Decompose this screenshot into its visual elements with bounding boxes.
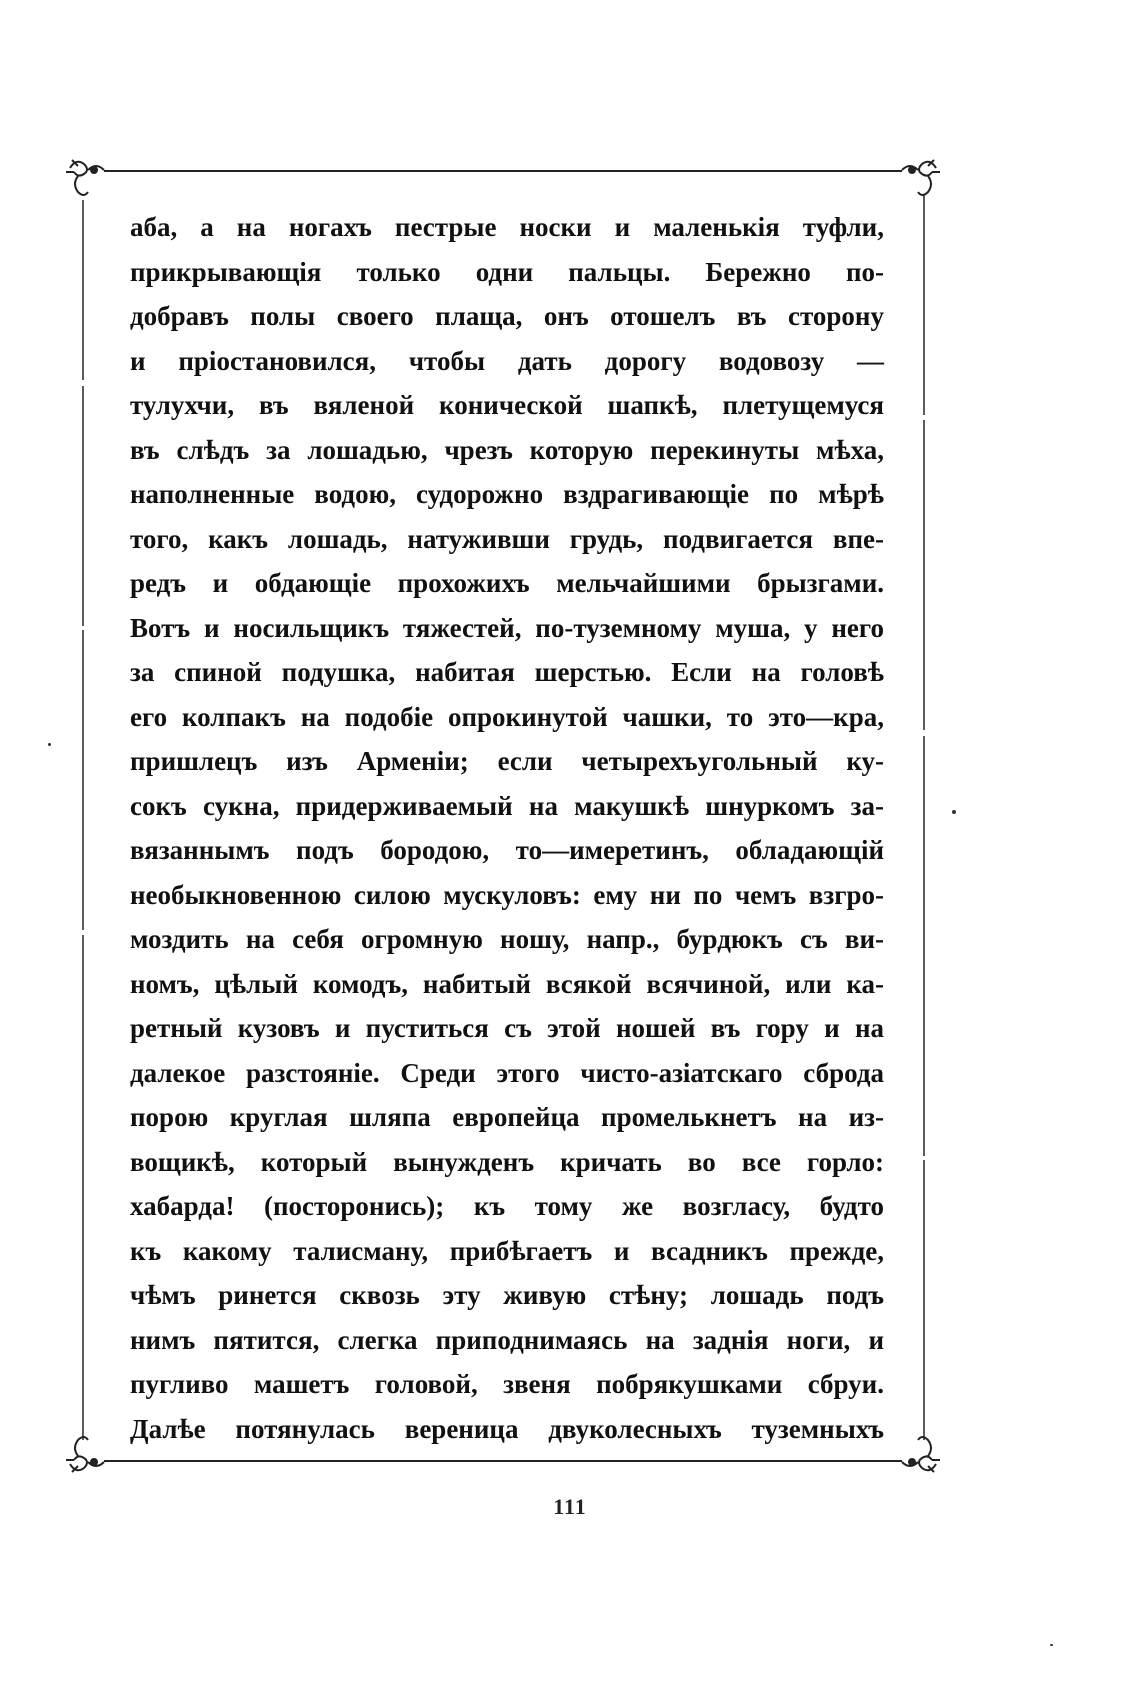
text-line-21: порою круглая шляпа европейца промелькнетъ на из-	[130, 1102, 884, 1132]
text-line-2: прикрывающія только одни пальцы. Бережно по-	[130, 257, 884, 287]
text-line-8: того, какъ лошадь, натуживши грудь, подвигается впе-	[130, 524, 884, 554]
text-line-26: нимъ пятится, слегка приподнимаясь на заднія ноги, и	[130, 1325, 884, 1355]
text-line-12: его колпакъ на подобіе опрокинутой чашки, то это—кра,	[130, 702, 884, 732]
text-line-17: моздить на себя огромную ношу, напр., бурдюкъ съ ви-	[130, 924, 884, 954]
text-line-3: добравъ полы своего плаща, онъ отошелъ въ сторону	[130, 301, 884, 331]
text-line-15: вязаннымъ подъ бородою, то—имеретинъ, обладающій	[130, 835, 884, 865]
text-line-22: вощикѣ, который вынужденъ кричать во все горло:	[130, 1147, 884, 1177]
text-line-19: ретный кузовъ и пуститься съ этой ношей въ гору и на	[130, 1013, 884, 1043]
print-speck	[952, 810, 956, 814]
text-line-25: чѣмъ ринется сквозь эту живую стѣну; лошадь подъ	[130, 1280, 884, 1310]
text-line-7: наполненные водою, судорожно вздрагивающіе по мѣрѣ	[130, 479, 884, 509]
corner-ornament-bottom-right	[902, 1437, 940, 1472]
text-line-14: сокъ сукна, придерживаемый на макушкѣ шнуркомъ за-	[130, 791, 884, 821]
text-line-27: пугливо машетъ головой, звеня побрякушками сбруи.	[130, 1369, 884, 1399]
text-line-4: и пріостановился, чтобы дать дорогу водовозу —	[130, 346, 884, 376]
text-line-23: хабарда! (посторонись); къ тому же возгласу, будто	[130, 1191, 884, 1221]
print-speck	[48, 743, 51, 746]
text-line-28: Далѣе потянулась вереница двуколесныхъ туземныхъ	[130, 1414, 884, 1444]
text-line-13: пришлецъ изъ Арменіи; если четырехъугольный ку-	[130, 746, 884, 776]
page-number: 111	[553, 1494, 587, 1519]
corner-ornament-top-left	[66, 160, 104, 195]
text-line-5: тулухчи, въ вяленой конической шапкѣ, плетущемуся	[130, 390, 884, 420]
corner-ornament-bottom-left	[66, 1437, 104, 1472]
text-line-1: аба, а на ногахъ пестрые носки и маленькія туфли,	[130, 212, 884, 242]
text-line-18: номъ, цѣлый комодъ, набитый всякой всячиной, или ка-	[130, 969, 884, 999]
text-line-11: за спиной подушка, набитая шерстью. Если на головѣ	[130, 657, 884, 687]
text-line-20: далекое разстояніе. Среди этого чисто-азіатскаго сброда	[130, 1058, 884, 1088]
print-speck	[1050, 1644, 1053, 1646]
text-line-9: редъ и обдающіе прохожихъ мельчайшими брызгами.	[130, 568, 884, 598]
text-line-10: Вотъ и носильщикъ тяжестей, по-туземному муша, у него	[130, 613, 884, 643]
text-line-24: къ какому талисману, прибѣгаетъ и всадникъ прежде,	[130, 1236, 884, 1266]
corner-ornament-top-right	[902, 160, 940, 195]
text-line-16: необыкновенною силою мускуловъ: ему ни по чемъ взгро-	[130, 880, 884, 910]
body-text	[130, 207, 884, 1447]
text-line-6: въ слѣдъ за лошадью, чрезъ которую перекинуты мѣха,	[130, 435, 884, 465]
